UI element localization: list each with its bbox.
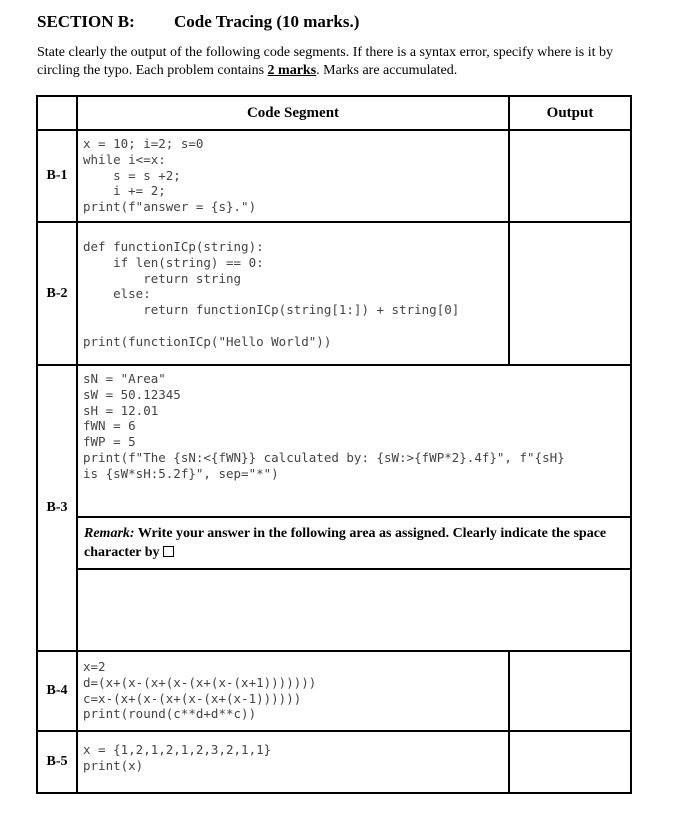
code-cell <box>77 731 509 793</box>
remark-row <box>37 517 631 569</box>
code-cell <box>77 222 509 365</box>
code-block: x = {1,2,1,2,1,2,3,2,1,1} print(x) <box>83 742 272 773</box>
remark-cell <box>77 517 631 569</box>
code-tracing-table <box>36 95 632 794</box>
code-block: x = 10; i=2; s=0 while i<=x: s = s +2; i += 2; print(f"answer = {s}.") <box>83 136 257 215</box>
problem-row-b2 <box>37 222 631 365</box>
header-code-segment: Code Segment <box>77 96 509 130</box>
problem-row-b1 <box>37 130 631 222</box>
remark-label: Remark: <box>84 526 135 541</box>
section-heading <box>37 12 359 32</box>
problem-label: B-1 <box>37 130 77 222</box>
space-box-icon <box>163 546 174 557</box>
output-answer-cell[interactable] <box>509 651 631 731</box>
code-block: sN = "Area" sW = 50.12345 sH = 12.01 fWN = 6 fWP = 5 print(f"The {sN:<{fWN}} calculated by: {sW:>{fWP*2}.4f}", f"{sH} is {sW*sH:5.2f}", sep="*") <box>83 371 565 481</box>
output-answer-cell[interactable] <box>509 731 631 793</box>
problem-label: B-3 <box>37 365 77 651</box>
code-cell <box>77 130 509 222</box>
code-cell <box>77 651 509 731</box>
table-header-row <box>37 96 631 130</box>
header-output: Output <box>509 96 631 130</box>
section-title: Code Tracing (10 marks.) <box>174 12 360 31</box>
remark-text: Write your answer in the following area as assigned. Clearly indicate the space character by <box>84 526 607 560</box>
b3-answer-area[interactable] <box>77 569 631 651</box>
section-label: SECTION B: <box>37 12 135 31</box>
problem-row-b3 <box>37 365 631 517</box>
problem-row-b5 <box>37 731 631 793</box>
header-blank-cell <box>37 96 77 130</box>
instructions-text: State clearly the output of the following code segments. If there is a syntax error, specify where is it by circling the typo. Each problem contains <box>37 45 613 78</box>
output-answer-cell[interactable] <box>509 130 631 222</box>
marks-emphasis: 2 marks <box>267 63 317 78</box>
instructions-text-end: . Marks are accumulated. <box>316 63 458 78</box>
code-block: def functionICp(string): if len(string) == 0: return string else: return functionICp(string[1:]) + string[0] print(functionICp("Hello World")) <box>83 239 460 349</box>
problem-row-b4 <box>37 651 631 731</box>
instructions <box>37 44 647 80</box>
problem-label: B-5 <box>37 731 77 793</box>
code-cell <box>77 365 631 517</box>
code-block: x=2 d=(x+(x-(x+(x-(x+(x-(x+1))))))) c=x-(x+(x-(x+(x-(x+(x-1)))))) print(round(c**d+d**c)) <box>83 659 317 722</box>
problem-label: B-2 <box>37 222 77 365</box>
output-answer-cell[interactable] <box>509 222 631 365</box>
b3-answer-row <box>37 569 631 651</box>
problem-label: B-4 <box>37 651 77 731</box>
